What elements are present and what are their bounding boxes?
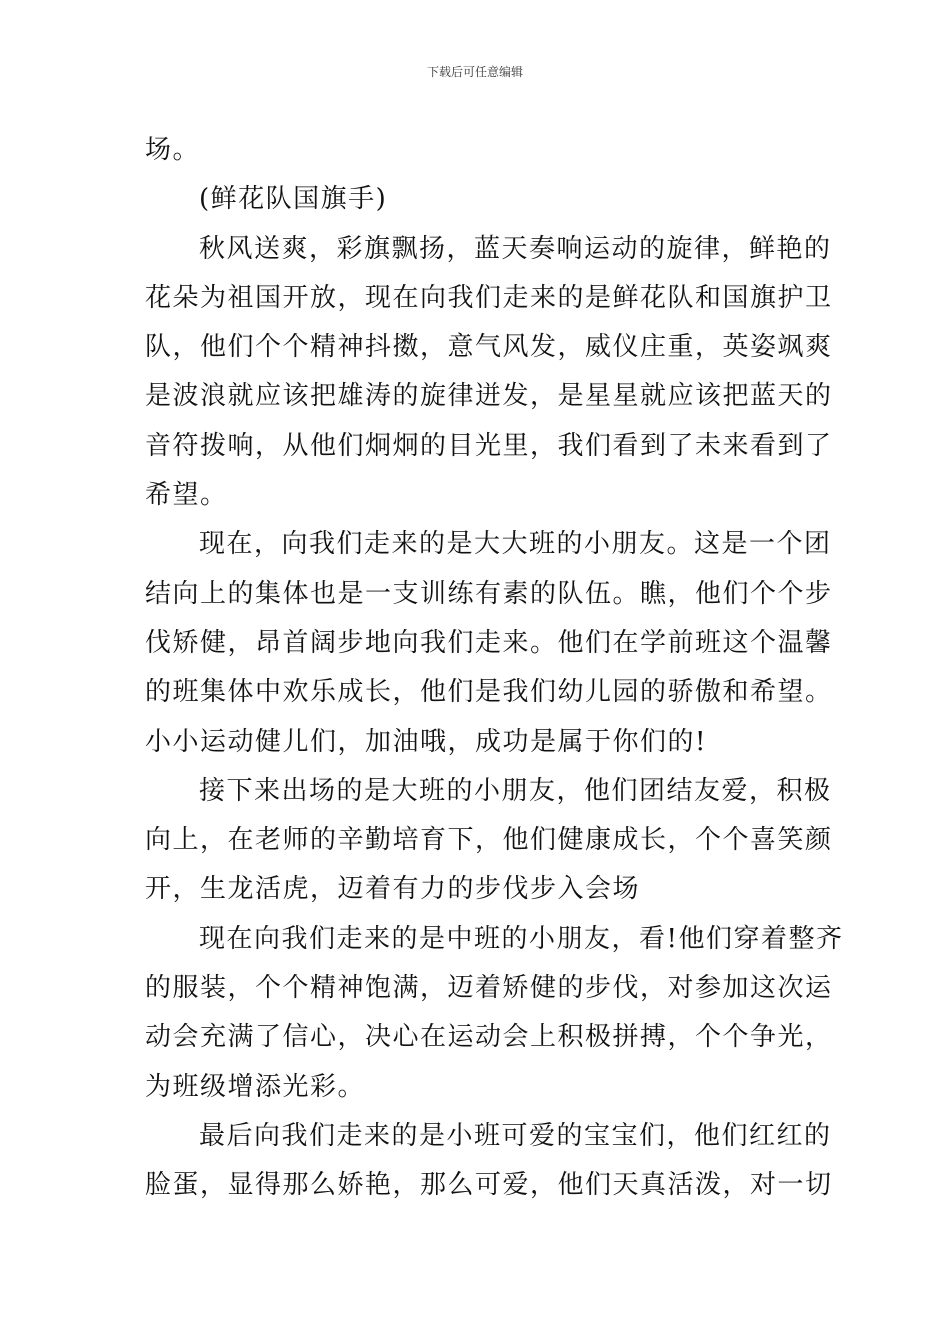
text-line: 接下来出场的是大班的小朋友，他们团结友爱，积极: [199, 775, 832, 806]
text-line: 音符拨响，从他们炯炯的目光里，我们看到了未来看到了: [145, 430, 833, 461]
text-line: 开，生龙活虎，迈着有力的步伐步入会场: [145, 874, 641, 905]
text-line: 的服装，个个精神饱满，迈着矫健的步伐，对参加这次运: [145, 973, 833, 1004]
document-body: [145, 126, 844, 1211]
text-line: (鲜花队国旗手): [199, 184, 388, 215]
text-line: 伐矫健，昂首阔步地向我们走来。他们在学前班这个温馨: [145, 627, 833, 658]
text-line: 秋风送爽，彩旗飘扬，蓝天奏响运动的旋律，鲜艳的: [199, 233, 832, 264]
text-line: 小小运动健儿们，加油哦，成功是属于你们的!: [145, 726, 707, 757]
text-line: 场。: [145, 135, 201, 165]
text-line: 是波浪就应该把雄涛的旋律迸发，是星星就应该把蓝天的: [145, 381, 833, 412]
text-line: 结向上的集体也是一支训练有素的队伍。瞧，他们个个步: [145, 578, 833, 609]
text-line: 现在向我们走来的是中班的小朋友，看!他们穿着整齐: [199, 923, 844, 954]
text-line: 花朵为祖国开放，现在向我们走来的是鲜花队和国旗护卫: [145, 282, 833, 313]
text-line: 最后向我们走来的是小班可爱的宝宝们，他们红红的: [199, 1120, 832, 1151]
text-line: 脸蛋，显得那么娇艳，那么可爱，他们天真活泼，对一切: [145, 1170, 833, 1201]
text-line: 希望。: [145, 480, 228, 511]
text-line: 现在，向我们走来的是大大班的小朋友。这是一个团: [199, 529, 832, 560]
text-line: 的班集体中欢乐成长，他们是我们幼儿园的骄傲和希望。: [145, 677, 833, 708]
text-line: 为班级增添光彩。: [145, 1071, 366, 1102]
text-line: 向上，在老师的辛勤培育下，他们健康成长，个个喜笑颜: [145, 825, 833, 856]
text-line: 动会充满了信心，决心在运动会上积极拼搏，个个争光，: [145, 1022, 833, 1053]
page-header: 下载后可任意编辑: [426, 65, 523, 79]
text-line: 队，他们个个精神抖擞，意气风发，威仪庄重，英姿飒爽: [145, 332, 833, 363]
